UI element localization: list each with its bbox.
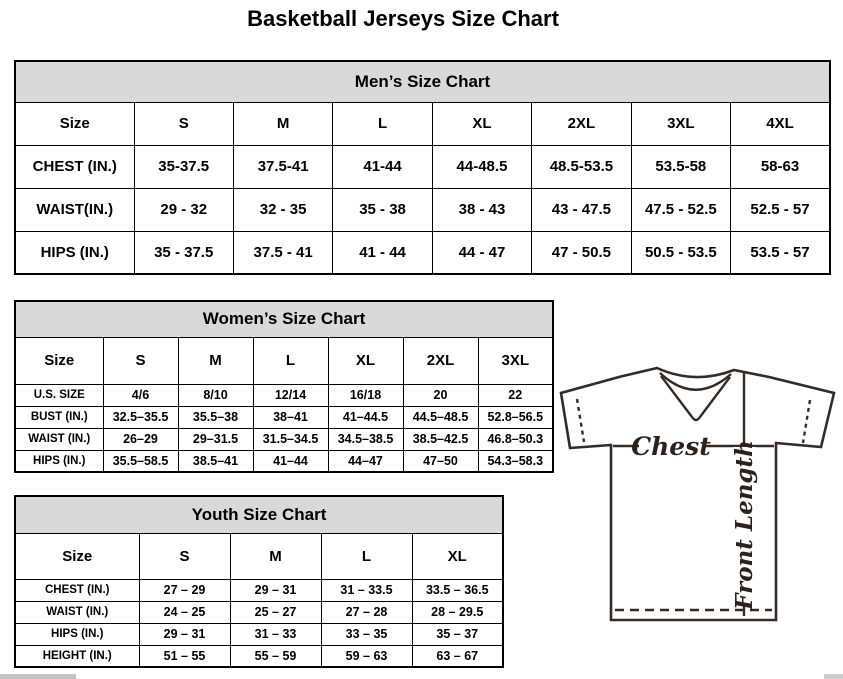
size-cell: 27 – 29	[139, 579, 230, 601]
size-cell: 58-63	[731, 145, 830, 188]
size-cell: 35 - 38	[333, 188, 432, 231]
size-cell: 29 - 32	[134, 188, 233, 231]
size-cell: 54.3–58.3	[478, 450, 553, 472]
size-cell: 46.8–50.3	[478, 428, 553, 450]
size-cell: 55 – 59	[230, 645, 321, 667]
size-cell: 41 - 44	[333, 231, 432, 274]
size-cell: 44 - 47	[432, 231, 531, 274]
jersey-measurement-diagram	[553, 358, 843, 658]
size-column-header: Size	[15, 533, 139, 579]
column-header-s: S	[134, 102, 233, 145]
size-cell: 51 – 55	[139, 645, 230, 667]
size-cell: 27 – 28	[321, 601, 412, 623]
size-cell: 43 - 47.5	[532, 188, 631, 231]
table-row	[15, 231, 830, 274]
chest-measurement-label: Chest	[631, 432, 711, 461]
row-label: HIPS (IN.)	[15, 231, 134, 274]
column-header-m: M	[178, 337, 253, 384]
size-cell: 35-37.5	[134, 145, 233, 188]
size-cell: 34.5–38.5	[328, 428, 403, 450]
size-cell: 47.5 - 52.5	[631, 188, 730, 231]
table-row	[15, 579, 503, 601]
left-cuff-dashed-line	[577, 399, 584, 442]
table-row	[15, 450, 553, 472]
column-header-s: S	[103, 337, 178, 384]
size-cell: 52.8–56.5	[478, 406, 553, 428]
row-label: BUST (IN.)	[15, 406, 103, 428]
size-cell: 52.5 - 57	[731, 188, 830, 231]
column-header-s: S	[139, 533, 230, 579]
column-header-4xl: 4XL	[731, 102, 830, 145]
size-cell: 48.5-53.5	[532, 145, 631, 188]
size-cell: 59 – 63	[321, 645, 412, 667]
table-row	[15, 601, 503, 623]
size-cell: 41–44	[253, 450, 328, 472]
column-header-xl: XL	[328, 337, 403, 384]
mens-table-title: Men’s Size Chart	[15, 61, 830, 102]
column-header-m: M	[233, 102, 332, 145]
size-column-header: Size	[15, 337, 103, 384]
size-cell: 37.5-41	[233, 145, 332, 188]
womens-table-title: Women’s Size Chart	[15, 301, 553, 337]
womens-size-chart-table	[14, 300, 554, 473]
front-length-measurement-label: Front Length	[731, 440, 758, 610]
size-cell: 31 – 33	[230, 623, 321, 645]
table-row	[15, 623, 503, 645]
table-row	[15, 188, 830, 231]
column-header-m: M	[230, 533, 321, 579]
size-cell: 33.5 – 36.5	[412, 579, 503, 601]
row-label: HIPS (IN.)	[15, 623, 139, 645]
column-header-xl: XL	[412, 533, 503, 579]
row-label: CHEST (IN.)	[15, 579, 139, 601]
size-cell: 29 – 31	[230, 579, 321, 601]
size-cell: 16/18	[328, 384, 403, 406]
size-cell: 4/6	[103, 384, 178, 406]
column-header-l: L	[321, 533, 412, 579]
size-cell: 37.5 - 41	[233, 231, 332, 274]
column-header-l: L	[253, 337, 328, 384]
horizontal-scrollbar-fragment-right[interactable]	[824, 674, 843, 679]
size-cell: 31 – 33.5	[321, 579, 412, 601]
size-cell: 22	[478, 384, 553, 406]
size-cell: 35.5–58.5	[103, 450, 178, 472]
size-cell: 41-44	[333, 145, 432, 188]
column-header-l: L	[333, 102, 432, 145]
size-cell: 32.5–35.5	[103, 406, 178, 428]
size-cell: 35 - 37.5	[134, 231, 233, 274]
size-cell: 63 – 67	[412, 645, 503, 667]
size-cell: 20	[403, 384, 478, 406]
size-cell: 35.5–38	[178, 406, 253, 428]
horizontal-scrollbar-fragment-left[interactable]	[0, 674, 76, 679]
size-cell: 38.5–41	[178, 450, 253, 472]
size-cell: 38 - 43	[432, 188, 531, 231]
size-cell: 32 - 35	[233, 188, 332, 231]
size-cell: 38–41	[253, 406, 328, 428]
size-cell: 47–50	[403, 450, 478, 472]
size-cell: 26–29	[103, 428, 178, 450]
column-header-xl: XL	[432, 102, 531, 145]
size-cell: 47 - 50.5	[532, 231, 631, 274]
page-title: Basketball Jerseys Size Chart	[247, 6, 559, 31]
size-cell: 8/10	[178, 384, 253, 406]
size-cell: 25 – 27	[230, 601, 321, 623]
row-label: U.S. SIZE	[15, 384, 103, 406]
row-label: WAIST (IN.)	[15, 601, 139, 623]
row-label: HIPS (IN.)	[15, 450, 103, 472]
size-cell: 31.5–34.5	[253, 428, 328, 450]
column-header-2xl: 2XL	[532, 102, 631, 145]
row-label: HEIGHT (IN.)	[15, 645, 139, 667]
size-cell: 29 – 31	[139, 623, 230, 645]
table-row	[15, 406, 553, 428]
size-cell: 29–31.5	[178, 428, 253, 450]
table-row	[15, 384, 553, 406]
size-cell: 33 – 35	[321, 623, 412, 645]
size-cell: 28 – 29.5	[412, 601, 503, 623]
table-row	[15, 645, 503, 667]
size-cell: 38.5–42.5	[403, 428, 478, 450]
size-cell: 35 – 37	[412, 623, 503, 645]
size-cell: 44-48.5	[432, 145, 531, 188]
right-cuff-dashed-line	[803, 400, 810, 443]
size-cell: 53.5-58	[631, 145, 730, 188]
column-header-3xl: 3XL	[631, 102, 730, 145]
size-cell: 24 – 25	[139, 601, 230, 623]
size-cell: 12/14	[253, 384, 328, 406]
size-cell: 44.5–48.5	[403, 406, 478, 428]
column-header-3xl: 3XL	[478, 337, 553, 384]
size-column-header: Size	[15, 102, 134, 145]
jersey-outline	[561, 368, 834, 620]
youth-size-chart-table	[14, 495, 504, 668]
size-cell: 44–47	[328, 450, 403, 472]
column-header-2xl: 2XL	[403, 337, 478, 384]
size-cell: 50.5 - 53.5	[631, 231, 730, 274]
mens-size-chart-table	[14, 60, 831, 275]
row-label: WAIST(IN.)	[15, 188, 134, 231]
row-label: WAIST (IN.)	[15, 428, 103, 450]
size-cell: 53.5 - 57	[731, 231, 830, 274]
table-row	[15, 145, 830, 188]
youth-table-title: Youth Size Chart	[15, 496, 503, 533]
size-cell: 41–44.5	[328, 406, 403, 428]
table-row	[15, 428, 553, 450]
row-label: CHEST (IN.)	[15, 145, 134, 188]
